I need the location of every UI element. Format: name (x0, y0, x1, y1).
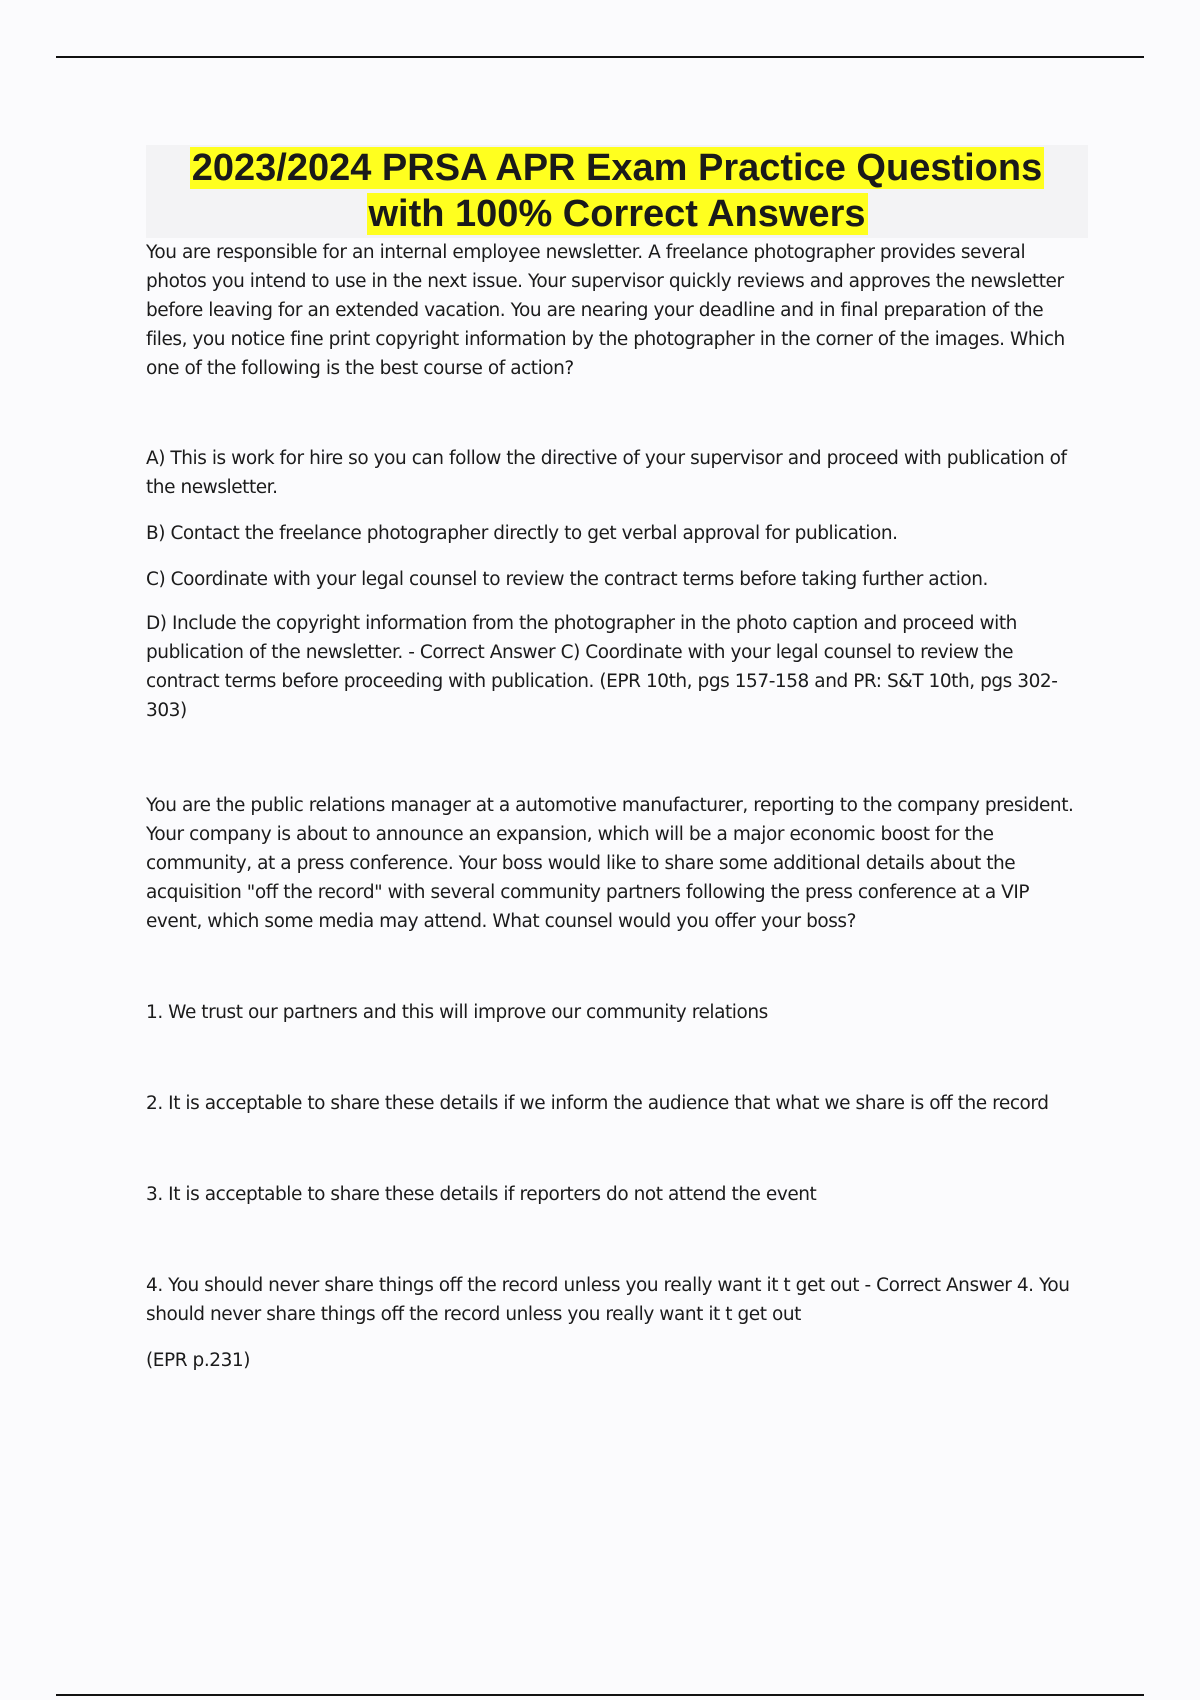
question-1-option-c (146, 565, 1086, 594)
title-line-1 (146, 145, 1088, 191)
question-2-stem-text: You are the public relations manager at a automotive manufacturer, reporting to the company president. Your company is about to announce an expansion, which will be a major economic boost for the community, at a press conference. Your boss would like to share some additional details about the acquisition "off the record" with several community partners following the press conference at a VIP event, which some media may attend. What counsel would you offer your boss? (146, 795, 1074, 932)
question-2-option-3 (146, 1180, 1086, 1209)
question-2-reference-text: (EPR p.231) (146, 1350, 250, 1371)
question-2-option-2-text: 2. It is acceptable to share these details if we inform the audience that what we share is off the record (146, 1093, 1049, 1114)
question-1-option-b (146, 519, 1086, 548)
question-2-option-4-answer (146, 1271, 1086, 1329)
question-1-stem-text: You are responsible for an internal employee newsletter. A freelance photographer provides several photos you intend to use in the next issue. Your supervisor quickly reviews and approves the newsletter before leaving for an extended vacation. You are nearing your deadline and in final preparation of the files, you notice fine print copyright information by the photographer in the corner of the images. Which one of the following is the best course of action? (146, 242, 1065, 379)
question-2-option-4-answer-text: 4. You should never share things off the record unless you really want it t get out - Correct Answer 4. You should never share things off the record unless you really want it t get out (146, 1275, 1070, 1325)
question-1-option-a-text: A) This is work for hire so you can follow the directive of your supervisor and proceed with publication of the newsletter. (146, 448, 1067, 498)
question-1-option-d-answer (146, 609, 1086, 725)
question-2-option-2 (146, 1089, 1086, 1118)
question-2-option-3-text: 3. It is acceptable to share these details if reporters do not attend the event (146, 1184, 817, 1205)
question-2-reference (146, 1346, 1086, 1375)
question-1-option-b-text: B) Contact the freelance photographer directly to get verbal approval for publication. (146, 523, 898, 544)
top-rule (56, 56, 1144, 58)
question-2-stem (146, 791, 1086, 936)
bottom-rule (56, 1694, 1144, 1696)
question-2-option-1-text: 1. We trust our partners and this will improve our community relations (146, 1002, 768, 1023)
question-1-option-c-text: C) Coordinate with your legal counsel to review the contract terms before taking further action. (146, 569, 988, 590)
title-line-2 (146, 191, 1088, 237)
title-line-1-text: 2023/2024 PRSA APR Exam Practice Questions (191, 147, 1043, 189)
question-1-stem (146, 238, 1086, 383)
question-1-option-d-answer-text: D) Include the copyright information from the photographer in the photo caption and proceed with publication of the newsletter. - Correct Answer C) Coordinate with your legal counsel to review the contract terms before proceeding with publication. (EPR 10th, pgs 157-158 and PR: S&T 10th, pgs 302-303) (146, 613, 1058, 721)
document-title (146, 145, 1088, 238)
question-1-option-a (146, 444, 1086, 502)
question-2-option-1 (146, 998, 1086, 1027)
title-line-2-text: with 100% Correct Answers (368, 193, 866, 235)
